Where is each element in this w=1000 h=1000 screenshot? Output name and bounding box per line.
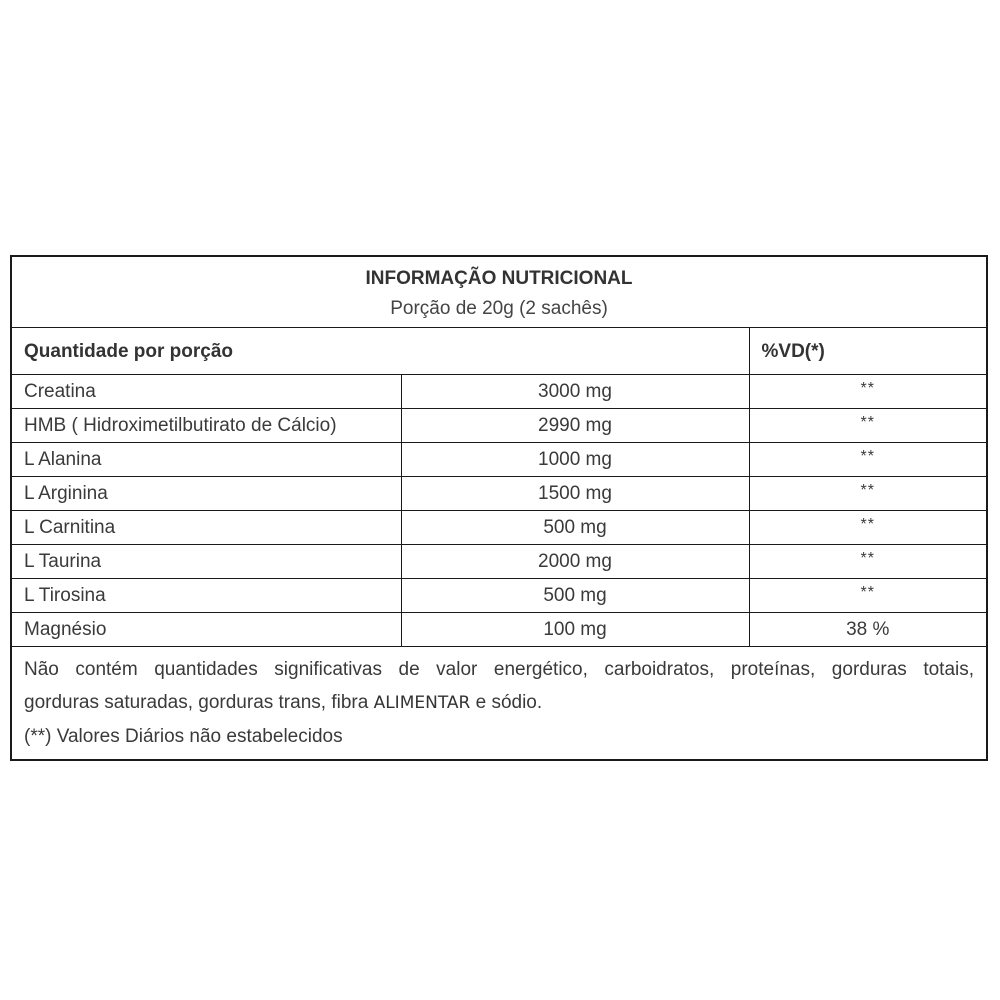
- vd-value: **: [860, 414, 875, 431]
- vd-value: **: [860, 550, 875, 567]
- table-title: INFORMAÇÃO NUTRICIONAL: [365, 267, 633, 289]
- footnote-cell: [11, 647, 987, 761]
- footnote-line-1: Não contém quantidades significativas de valor energético, carboidratos, proteínas, gorduras totais,: [24, 659, 975, 680]
- nutrient-amount: 500 mg: [401, 511, 749, 545]
- nutrient-name: L Arginina: [11, 477, 401, 511]
- nutrient-vd: [749, 477, 987, 511]
- nutrient-amount: 1500 mg: [401, 477, 749, 511]
- nutrition-facts-table: [10, 255, 988, 761]
- table-row: [11, 613, 987, 647]
- table-row: [11, 511, 987, 545]
- vd-value: **: [860, 482, 875, 499]
- footnote-line-2: [24, 686, 974, 720]
- vd-value: 38 %: [846, 619, 890, 640]
- footnote-line-2-end: e sódio.: [470, 692, 543, 713]
- nutrient-vd: [749, 545, 987, 579]
- portion-size: Porção de 20g (2 sachês): [390, 297, 608, 319]
- table-row: [11, 409, 987, 443]
- nutrient-amount: 3000 mg: [401, 375, 749, 409]
- table-row: [11, 375, 987, 409]
- nutrient-name: L Alanina: [11, 443, 401, 477]
- vd-header: %VD(*): [749, 328, 987, 375]
- quantity-header: Quantidade por porção: [11, 328, 749, 375]
- nutrient-name: L Taurina: [11, 545, 401, 579]
- table-row: [11, 443, 987, 477]
- nutrient-amount: 2990 mg: [401, 409, 749, 443]
- nutrient-vd: [749, 409, 987, 443]
- nutrient-name: L Carnitina: [11, 511, 401, 545]
- table-row: [11, 579, 987, 613]
- vd-value: **: [860, 516, 875, 533]
- nutrient-name: L Tirosina: [11, 579, 401, 613]
- table-row: [11, 477, 987, 511]
- vd-footnote: (**) Valores Diários não estabelecidos: [24, 726, 343, 747]
- nutrient-vd: [749, 375, 987, 409]
- nutrient-name: Magnésio: [11, 613, 401, 647]
- nutrient-name: HMB ( Hidroximetilbutirato de Cálcio): [11, 409, 401, 443]
- vd-value: **: [860, 380, 875, 397]
- nutrient-amount: 100 mg: [401, 613, 749, 647]
- nutrient-name: Creatina: [11, 375, 401, 409]
- vd-value: **: [860, 448, 875, 465]
- table-header-row: [11, 328, 987, 375]
- nutrient-vd: [749, 613, 987, 647]
- footnote-line-2-start: gorduras saturadas, gorduras trans, fibra: [24, 692, 374, 713]
- vd-value: **: [860, 584, 875, 601]
- nutrient-amount: 1000 mg: [401, 443, 749, 477]
- table-title-row: [11, 256, 987, 328]
- footnote-line-2-caps: ALIMENTAR: [373, 693, 471, 713]
- nutrient-vd: [749, 579, 987, 613]
- nutrient-amount: 500 mg: [401, 579, 749, 613]
- table-row: [11, 545, 987, 579]
- table-title-cell: [11, 256, 987, 328]
- nutrient-amount: 2000 mg: [401, 545, 749, 579]
- nutrient-vd: [749, 443, 987, 477]
- nutrient-vd: [749, 511, 987, 545]
- table-footer-row: [11, 647, 987, 761]
